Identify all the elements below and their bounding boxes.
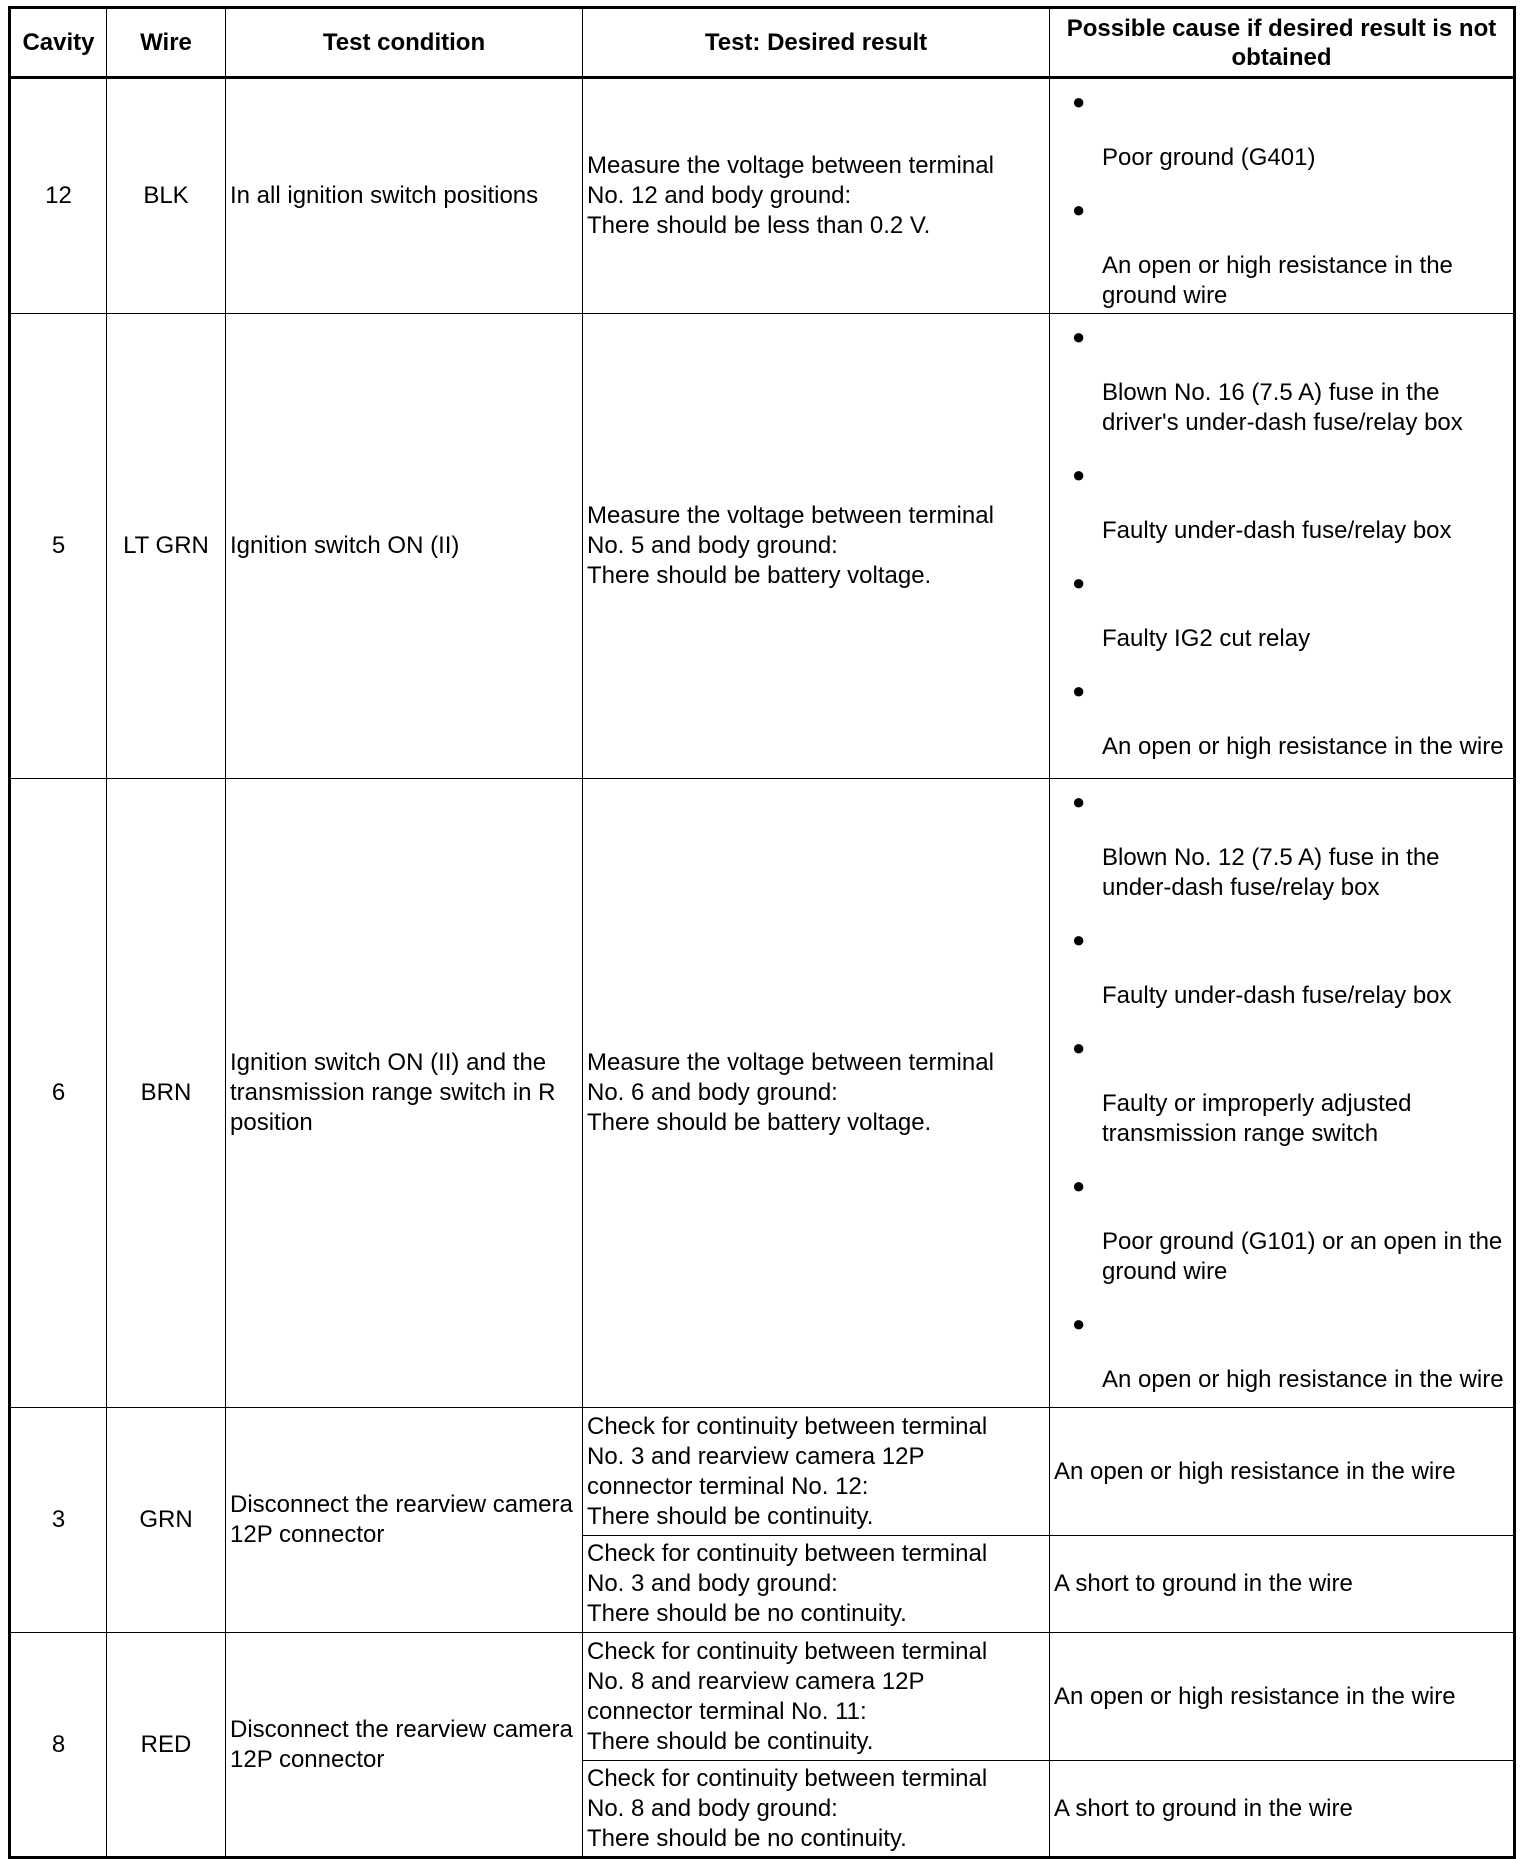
result-line: Measure the voltage between terminal bbox=[587, 502, 994, 529]
result-line: No. 12 and body ground: bbox=[587, 182, 852, 209]
desired-result-cell bbox=[583, 1761, 1050, 1858]
result-line: Check for continuity between terminal bbox=[587, 1764, 988, 1792]
wire-cell: GRN bbox=[107, 1408, 226, 1633]
cavity-cell: 8 bbox=[10, 1633, 107, 1858]
cavity-cell: 5 bbox=[10, 314, 107, 779]
header-cavity: Cavity bbox=[10, 8, 107, 78]
wire-cell: BLK bbox=[107, 78, 226, 314]
possible-cause-cell bbox=[1050, 779, 1515, 1408]
cause-item bbox=[1072, 87, 1509, 173]
result-line: No. 8 and body ground: bbox=[587, 1794, 838, 1822]
table-row bbox=[10, 314, 1515, 779]
result-line: connector terminal No. 12: bbox=[587, 1472, 869, 1500]
bullet-icon: ● bbox=[1072, 1035, 1086, 1060]
possible-cause-cell: An open or high resistance in the wire bbox=[1050, 1408, 1515, 1536]
wire-cell: RED bbox=[107, 1633, 226, 1858]
bullet-icon: ● bbox=[1072, 570, 1086, 595]
table-row bbox=[10, 779, 1515, 1408]
cause-item bbox=[1072, 787, 1509, 903]
bullet-icon: ● bbox=[1072, 678, 1086, 703]
result-line: There should be continuity. bbox=[587, 1502, 874, 1530]
cause-text: Faulty or improperly adjusted transmission range switch bbox=[1102, 1090, 1412, 1147]
cause-text: Poor ground (G101) or an open in the ground wire bbox=[1102, 1228, 1503, 1285]
possible-cause-cell: A short to ground in the wire bbox=[1050, 1536, 1515, 1633]
result-line: Measure the voltage between terminal bbox=[587, 1049, 994, 1076]
result-line: No. 8 and rearview camera 12P bbox=[587, 1667, 925, 1695]
cause-text: Blown No. 16 (7.5 A) fuse in the driver's under-dash fuse/relay box bbox=[1102, 379, 1463, 436]
cause-text: Faulty under-dash fuse/relay box bbox=[1102, 982, 1452, 1009]
result-line: Check for continuity between terminal bbox=[587, 1412, 988, 1440]
header-wire: Wire bbox=[107, 8, 226, 78]
result-line: Check for continuity between terminal bbox=[587, 1540, 988, 1567]
result-line: No. 6 and body ground: bbox=[587, 1079, 838, 1106]
cavity-cell: 6 bbox=[10, 779, 107, 1408]
cause-text: Blown No. 12 (7.5 A) fuse in the under-dash fuse/relay box bbox=[1102, 844, 1440, 901]
header-desired-result: Test: Desired result bbox=[583, 8, 1050, 78]
header-possible-cause: Possible cause if desired result is not obtained bbox=[1050, 8, 1515, 78]
test-condition-cell: Ignition switch ON (II) bbox=[226, 314, 583, 779]
desired-result-cell bbox=[583, 1633, 1050, 1761]
cavity-cell: 3 bbox=[10, 1408, 107, 1633]
bullet-icon: ● bbox=[1072, 89, 1086, 114]
wire-cell: LT GRN bbox=[107, 314, 226, 779]
cause-item bbox=[1072, 568, 1509, 654]
test-condition-cell: Disconnect the rearview camera 12P connector bbox=[226, 1633, 583, 1858]
bullet-icon: ● bbox=[1072, 927, 1086, 952]
result-line: There should be no continuity. bbox=[587, 1824, 907, 1852]
desired-result-cell bbox=[583, 78, 1050, 314]
bullet-icon: ● bbox=[1072, 1311, 1086, 1336]
desired-result-cell bbox=[583, 1536, 1050, 1633]
table-row bbox=[10, 78, 1515, 314]
diagnostic-table bbox=[8, 6, 1516, 1859]
cause-item bbox=[1072, 460, 1509, 546]
desired-result-cell bbox=[583, 779, 1050, 1408]
cause-item bbox=[1072, 322, 1509, 438]
bullet-icon: ● bbox=[1072, 462, 1086, 487]
header-row bbox=[10, 8, 1515, 78]
test-condition-cell: Disconnect the rearview camera 12P connector bbox=[226, 1408, 583, 1633]
cause-item bbox=[1072, 1171, 1509, 1287]
table-row bbox=[10, 1633, 1515, 1761]
test-condition-cell: Ignition switch ON (II) and the transmission range switch in R position bbox=[226, 779, 583, 1408]
cause-item bbox=[1072, 925, 1509, 1011]
result-line: There should be continuity. bbox=[587, 1727, 874, 1755]
cause-item bbox=[1072, 1309, 1509, 1395]
possible-cause-cell: A short to ground in the wire bbox=[1050, 1761, 1515, 1858]
cause-item bbox=[1072, 676, 1509, 762]
result-line: No. 3 and body ground: bbox=[587, 1570, 838, 1597]
table-row bbox=[10, 1408, 1515, 1536]
result-line: Check for continuity between terminal bbox=[587, 1637, 988, 1665]
cause-text: An open or high resistance in the wire bbox=[1102, 1366, 1504, 1393]
result-line: No. 3 and rearview camera 12P bbox=[587, 1442, 925, 1470]
cause-text: An open or high resistance in the wire bbox=[1102, 733, 1504, 760]
possible-cause-cell bbox=[1050, 78, 1515, 314]
result-line: There should be less than 0.2 V. bbox=[587, 212, 931, 239]
bullet-icon: ● bbox=[1072, 197, 1086, 222]
possible-cause-cell: An open or high resistance in the wire bbox=[1050, 1633, 1515, 1761]
cause-text: Faulty under-dash fuse/relay box bbox=[1102, 517, 1452, 544]
desired-result-cell bbox=[583, 1408, 1050, 1536]
cause-text: An open or high resistance in the ground wire bbox=[1102, 252, 1453, 309]
bullet-icon: ● bbox=[1072, 789, 1086, 814]
result-line: Measure the voltage between terminal bbox=[587, 152, 994, 179]
result-line: No. 5 and body ground: bbox=[587, 532, 838, 559]
cavity-cell: 12 bbox=[10, 78, 107, 314]
result-line: connector terminal No. 11: bbox=[587, 1697, 867, 1725]
result-line: There should be battery voltage. bbox=[587, 1109, 932, 1136]
result-line: There should be no continuity. bbox=[587, 1600, 907, 1627]
desired-result-cell bbox=[583, 314, 1050, 779]
cause-item bbox=[1072, 195, 1509, 311]
possible-cause-cell bbox=[1050, 314, 1515, 779]
wire-cell: BRN bbox=[107, 779, 226, 1408]
cause-text: Poor ground (G401) bbox=[1102, 144, 1316, 171]
test-condition-cell: In all ignition switch positions bbox=[226, 78, 583, 314]
cause-text: Faulty IG2 cut relay bbox=[1102, 625, 1311, 652]
cause-item bbox=[1072, 1033, 1509, 1149]
result-line: There should be battery voltage. bbox=[587, 562, 932, 589]
header-test-condition: Test condition bbox=[226, 8, 583, 78]
bullet-icon: ● bbox=[1072, 324, 1086, 349]
bullet-icon: ● bbox=[1072, 1173, 1086, 1198]
